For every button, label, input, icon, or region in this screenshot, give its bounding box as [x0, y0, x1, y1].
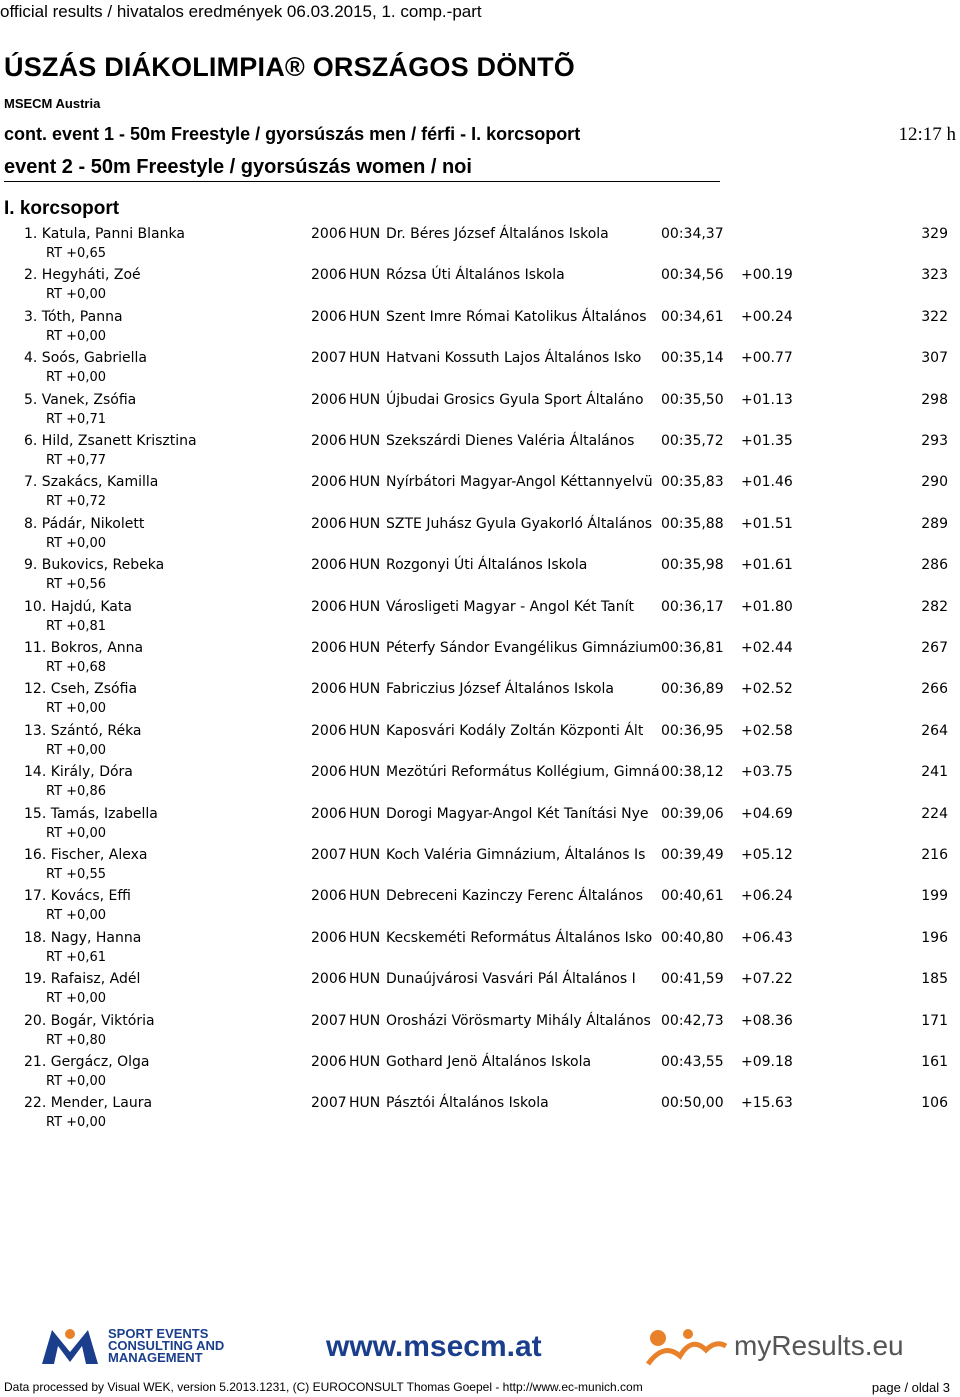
- result-time: 00:35,98: [661, 557, 724, 574]
- nationality: HUN: [349, 557, 381, 574]
- birth-year: 2006: [311, 722, 347, 739]
- result-time: 00:39,06: [661, 805, 724, 822]
- result-time: 00:34,56: [661, 267, 724, 284]
- nationality: HUN: [349, 391, 381, 408]
- reaction-time: RT +0,00: [46, 908, 106, 924]
- time-difference: +15.63: [741, 1095, 793, 1112]
- birth-year: 2007: [311, 1095, 347, 1112]
- time-difference: +01.80: [741, 598, 793, 615]
- footer-logos: [0, 1318, 960, 1374]
- club-name: Fabriczius József Általános Iskola: [386, 681, 615, 698]
- points: 224: [921, 805, 948, 822]
- points: 199: [921, 888, 948, 905]
- result-row: [0, 557, 960, 598]
- reaction-time: RT +0,00: [46, 370, 106, 386]
- points: 289: [921, 515, 948, 532]
- swimmer-name: 9. Bukovics, Rebeka: [24, 557, 165, 574]
- birth-year: 2006: [311, 267, 347, 284]
- result-time: 00:42,73: [661, 1012, 724, 1029]
- points: 323: [921, 267, 948, 284]
- swimmer-name: 1. Katula, Panni Blanka: [24, 226, 185, 242]
- result-time: 00:40,80: [661, 929, 724, 946]
- time-difference: +06.43: [741, 929, 793, 946]
- club-name: Gothard Jenö Általános Iskola: [386, 1054, 592, 1070]
- club-name: SZTE Juhász Gyula Gyakorló Általános: [386, 515, 653, 532]
- nationality: HUN: [349, 1012, 381, 1029]
- swimmer-name: 7. Szakács, Kamilla: [24, 474, 159, 491]
- club-name: Mezötúri Református Kollégium, Gimná: [386, 764, 660, 781]
- swimmer-name: 18. Nagy, Hanna: [24, 929, 142, 946]
- swimmer-name: 8. Pádár, Nikolett: [24, 515, 145, 532]
- club-name: Kaposvári Kodály Zoltán Központi Ált: [386, 722, 644, 739]
- birth-year: 2006: [311, 640, 347, 656]
- points: 241: [921, 764, 948, 781]
- points: 290: [921, 474, 948, 491]
- reaction-time: RT +0,61: [46, 949, 106, 965]
- time-difference: +01.46: [741, 474, 793, 491]
- time-difference: +00.19: [741, 267, 793, 284]
- club-name: Koch Valéria Gimnázium, Általános Is: [386, 847, 646, 863]
- points: 322: [921, 308, 948, 325]
- reaction-time: RT +0,00: [46, 1115, 106, 1131]
- result-time: 00:50,00: [661, 1095, 724, 1112]
- club-name: Rózsa Úti Általános Iskola: [386, 267, 565, 284]
- sponsor-text: [108, 1328, 224, 1364]
- birth-year: 2006: [311, 805, 347, 822]
- swimmer-name: 5. Vanek, Zsófia: [24, 391, 137, 408]
- result-row: [0, 350, 960, 391]
- time-difference: +02.58: [741, 722, 793, 739]
- points: 106: [921, 1095, 948, 1112]
- nationality: HUN: [349, 1095, 381, 1112]
- swimmer-name: 3. Tóth, Panna: [24, 308, 123, 325]
- club-name: Hatvani Kossuth Lajos Általános Isko: [386, 350, 642, 367]
- club-name: Orosházi Vörösmarty Mihály Általános: [386, 1012, 651, 1029]
- reaction-time: RT +0,81: [46, 618, 106, 634]
- points: 286: [921, 557, 948, 574]
- club-name: Újbudai Grosics Gyula Sport Általáno: [386, 391, 644, 408]
- points: 329: [921, 226, 948, 242]
- nationality: HUN: [349, 308, 381, 325]
- result-row: [0, 640, 960, 681]
- reaction-time: RT +0,71: [46, 411, 106, 427]
- birth-year: 2006: [311, 971, 347, 988]
- points: 161: [921, 1054, 948, 1070]
- time-difference: +09.18: [741, 1054, 793, 1070]
- event-title: event 2 - 50m Freestyle / gyorsúszás women / noi: [4, 156, 720, 182]
- reaction-time: RT +0,55: [46, 867, 106, 882]
- result-row: [0, 392, 960, 433]
- result-row: [0, 1013, 960, 1054]
- club-name: Dorogi Magyar-Angol Két Tanítási Nye: [386, 805, 649, 822]
- processed-by-text: Data processed by Visual WEK, version 5.2013.1231, (C) EUROCONSULT Thomas Goepel - http://www.ec-munich.com: [4, 1380, 643, 1394]
- result-row: [0, 599, 960, 640]
- result-row: [0, 847, 960, 888]
- swimmer-name: 17. Kovács, Effi: [24, 888, 131, 905]
- result-row: [0, 806, 960, 847]
- time-difference: +07.22: [741, 971, 793, 988]
- result-time: 00:35,88: [661, 515, 724, 532]
- time-difference: +01.61: [741, 557, 793, 574]
- swimmer-name: 10. Hajdú, Kata: [24, 598, 132, 615]
- nationality: HUN: [349, 971, 381, 988]
- birth-year: 2006: [311, 557, 347, 574]
- swimmer-name: 21. Gergácz, Olga: [24, 1054, 150, 1070]
- header-line: official results / hivatalos eredmények 06.03.2015, 1. comp.-part: [0, 2, 482, 21]
- birth-year: 2006: [311, 681, 347, 698]
- sponsor-line-2: CONSULTING AND: [108, 1338, 225, 1353]
- result-row: [0, 888, 960, 929]
- msecm-logo-icon: [40, 1326, 100, 1366]
- time-difference: +01.13: [741, 391, 793, 408]
- reaction-time: RT +0,56: [46, 577, 106, 593]
- club-name: Rozgonyi Úti Általános Iskola: [386, 557, 588, 574]
- meet-title: ÚSZÁS DIÁKOLIMPIA® ORSZÁGOS DÖNTÕ: [4, 52, 576, 82]
- points: 267: [921, 640, 948, 656]
- reaction-time: RT +0,00: [46, 825, 106, 841]
- birth-year: 2006: [311, 598, 347, 615]
- result-time: 00:34,61: [661, 308, 724, 325]
- continued-event-title: cont. event 1 - 50m Freestyle / gyorsúszás men / férfi - I. korcsoport: [4, 124, 581, 144]
- page-number: page / oldal 3: [871, 1380, 950, 1395]
- swimmer-name: 6. Hild, Zsanett Krisztina: [24, 433, 197, 449]
- time-difference: +03.75: [741, 764, 793, 781]
- swimmer-name: 15. Tamás, Izabella: [24, 805, 158, 822]
- reaction-time: RT +0,80: [46, 1032, 106, 1048]
- club-name: Szent Imre Római Katolikus Általános: [386, 308, 647, 325]
- result-time: 00:36,81: [661, 640, 724, 656]
- time-difference: +02.52: [741, 681, 793, 698]
- time-difference: +08.36: [741, 1012, 793, 1029]
- club-name: Városligeti Magyar - Angol Két Tanít: [386, 598, 634, 615]
- result-time: 00:38,12: [661, 764, 724, 781]
- swimmer-name: 2. Hegyháti, Zoé: [24, 267, 141, 284]
- nationality: HUN: [349, 515, 381, 532]
- nationality: HUN: [349, 847, 381, 863]
- swimmer-name: 13. Szántó, Réka: [24, 722, 142, 739]
- club-name: Kecskeméti Református Általános Isko: [386, 929, 653, 946]
- reaction-time: RT +0,00: [46, 328, 106, 344]
- time-difference: +00.24: [741, 308, 793, 325]
- result-time: 00:36,17: [661, 598, 724, 615]
- birth-year: 2007: [311, 1012, 347, 1029]
- result-row: [0, 516, 960, 557]
- result-row: [0, 681, 960, 722]
- result-row: [0, 433, 960, 474]
- myresults-brand: myResults.eu: [734, 1330, 904, 1361]
- club-name: Nyírbátori Magyar-Angol Kéttannyelvü: [386, 474, 653, 491]
- birth-year: 2006: [311, 308, 347, 325]
- birth-year: 2006: [311, 515, 347, 532]
- nationality: HUN: [349, 640, 381, 656]
- birth-year: 2006: [311, 391, 347, 408]
- nationality: HUN: [349, 1054, 381, 1070]
- reaction-time: RT +0,00: [46, 991, 106, 1007]
- points: 307: [921, 350, 948, 367]
- club-name: Dunaújvárosi Vasvári Pál Általános I: [386, 971, 636, 988]
- swimmer-name: 20. Bogár, Viktória: [24, 1012, 155, 1029]
- myresults-logo-icon: [644, 1324, 728, 1368]
- result-row: [0, 309, 960, 350]
- nationality: HUN: [349, 888, 381, 905]
- birth-year: 2006: [311, 929, 347, 946]
- result-time: 00:35,72: [661, 433, 724, 449]
- reaction-time: RT +0,00: [46, 287, 106, 303]
- result-row: [0, 930, 960, 971]
- swimmer-name: 12. Cseh, Zsófia: [24, 681, 138, 698]
- result-row: [0, 723, 960, 764]
- result-time: 00:40,61: [661, 888, 724, 905]
- club-name: Debreceni Kazinczy Ferenc Általános: [386, 888, 643, 905]
- result-time: 00:36,89: [661, 681, 724, 698]
- birth-year: 2006: [311, 474, 347, 491]
- nationality: HUN: [349, 350, 381, 367]
- result-time: 00:39,49: [661, 847, 724, 863]
- nationality: HUN: [349, 805, 381, 822]
- time-difference: +06.24: [741, 888, 793, 905]
- time-difference: +00.77: [741, 350, 793, 367]
- nationality: HUN: [349, 598, 381, 615]
- nationality: HUN: [349, 433, 381, 449]
- result-time: 00:43,55: [661, 1054, 724, 1070]
- website-link[interactable]: www.msecm.at: [326, 1330, 542, 1363]
- birth-year: 2006: [311, 1054, 347, 1070]
- result-time: 00:35,14: [661, 350, 724, 367]
- birth-year: 2006: [311, 226, 347, 242]
- points: 216: [921, 847, 948, 863]
- reaction-time: RT +0,72: [46, 494, 106, 510]
- birth-year: 2006: [311, 888, 347, 905]
- swimmer-name: 16. Fischer, Alexa: [24, 847, 148, 863]
- result-row: [0, 1054, 960, 1095]
- nationality: HUN: [349, 722, 381, 739]
- result-row: [0, 267, 960, 308]
- reaction-time: RT +0,00: [46, 1074, 106, 1089]
- birth-year: 2007: [311, 847, 347, 863]
- swimmer-name: 22. Mender, Laura: [24, 1095, 153, 1112]
- swimmer-name: 14. Király, Dóra: [24, 764, 133, 781]
- points: 293: [921, 433, 948, 449]
- points: 298: [921, 391, 948, 408]
- result-row: [0, 1095, 960, 1136]
- sponsor-line-1: SPORT EVENTS: [108, 1326, 209, 1341]
- club-name: Dr. Béres József Általános Iskola: [386, 226, 609, 242]
- result-row: [0, 474, 960, 515]
- result-time: 00:36,95: [661, 722, 724, 739]
- result-time: 00:41,59: [661, 971, 724, 988]
- points: 264: [921, 722, 948, 739]
- reaction-time: RT +0,77: [46, 453, 106, 468]
- points: 266: [921, 681, 948, 698]
- points: 196: [921, 929, 948, 946]
- club-name: Péterfy Sándor Evangélikus Gimnázium: [386, 640, 662, 656]
- time-difference: +02.44: [741, 640, 793, 656]
- swimmer-name: 19. Rafaisz, Adél: [24, 971, 141, 988]
- nationality: HUN: [349, 474, 381, 491]
- result-row: [0, 226, 960, 267]
- category-title: I. korcsoport: [4, 198, 120, 219]
- reaction-time: RT +0,00: [46, 742, 106, 758]
- organizer: MSECM Austria: [4, 96, 101, 111]
- time-difference: +04.69: [741, 805, 793, 822]
- reaction-time: RT +0,68: [46, 660, 106, 675]
- time-difference: +01.35: [741, 433, 793, 449]
- nationality: HUN: [349, 267, 381, 284]
- result-time: 00:34,37: [661, 226, 724, 242]
- time-difference: +05.12: [741, 847, 793, 863]
- club-name: Pásztói Általános Iskola: [386, 1095, 549, 1112]
- result-row: [0, 971, 960, 1012]
- birth-year: 2006: [311, 764, 347, 781]
- reaction-time: RT +0,00: [46, 701, 106, 717]
- sponsor-line-3: MANAGEMENT: [108, 1350, 203, 1365]
- result-time: 00:35,50: [661, 391, 724, 408]
- reaction-time: RT +0,86: [46, 784, 106, 800]
- result-time: 00:35,83: [661, 474, 724, 491]
- result-row: [0, 764, 960, 805]
- birth-year: 2006: [311, 433, 347, 449]
- reaction-time: RT +0,00: [46, 535, 106, 551]
- reaction-time: RT +0,65: [46, 246, 106, 261]
- nationality: HUN: [349, 681, 381, 698]
- swimmer-name: 11. Bokros, Anna: [24, 640, 144, 656]
- points: 171: [921, 1012, 948, 1029]
- swimmer-name: 4. Soós, Gabriella: [24, 350, 147, 367]
- time-difference: +01.51: [741, 515, 793, 532]
- club-name: Szekszárdi Dienes Valéria Általános: [386, 433, 635, 449]
- nationality: HUN: [349, 226, 381, 242]
- points: 185: [921, 971, 948, 988]
- nationality: HUN: [349, 764, 381, 781]
- event-time: 12:17 h: [898, 124, 956, 145]
- birth-year: 2007: [311, 350, 347, 367]
- points: 282: [921, 598, 948, 615]
- nationality: HUN: [349, 929, 381, 946]
